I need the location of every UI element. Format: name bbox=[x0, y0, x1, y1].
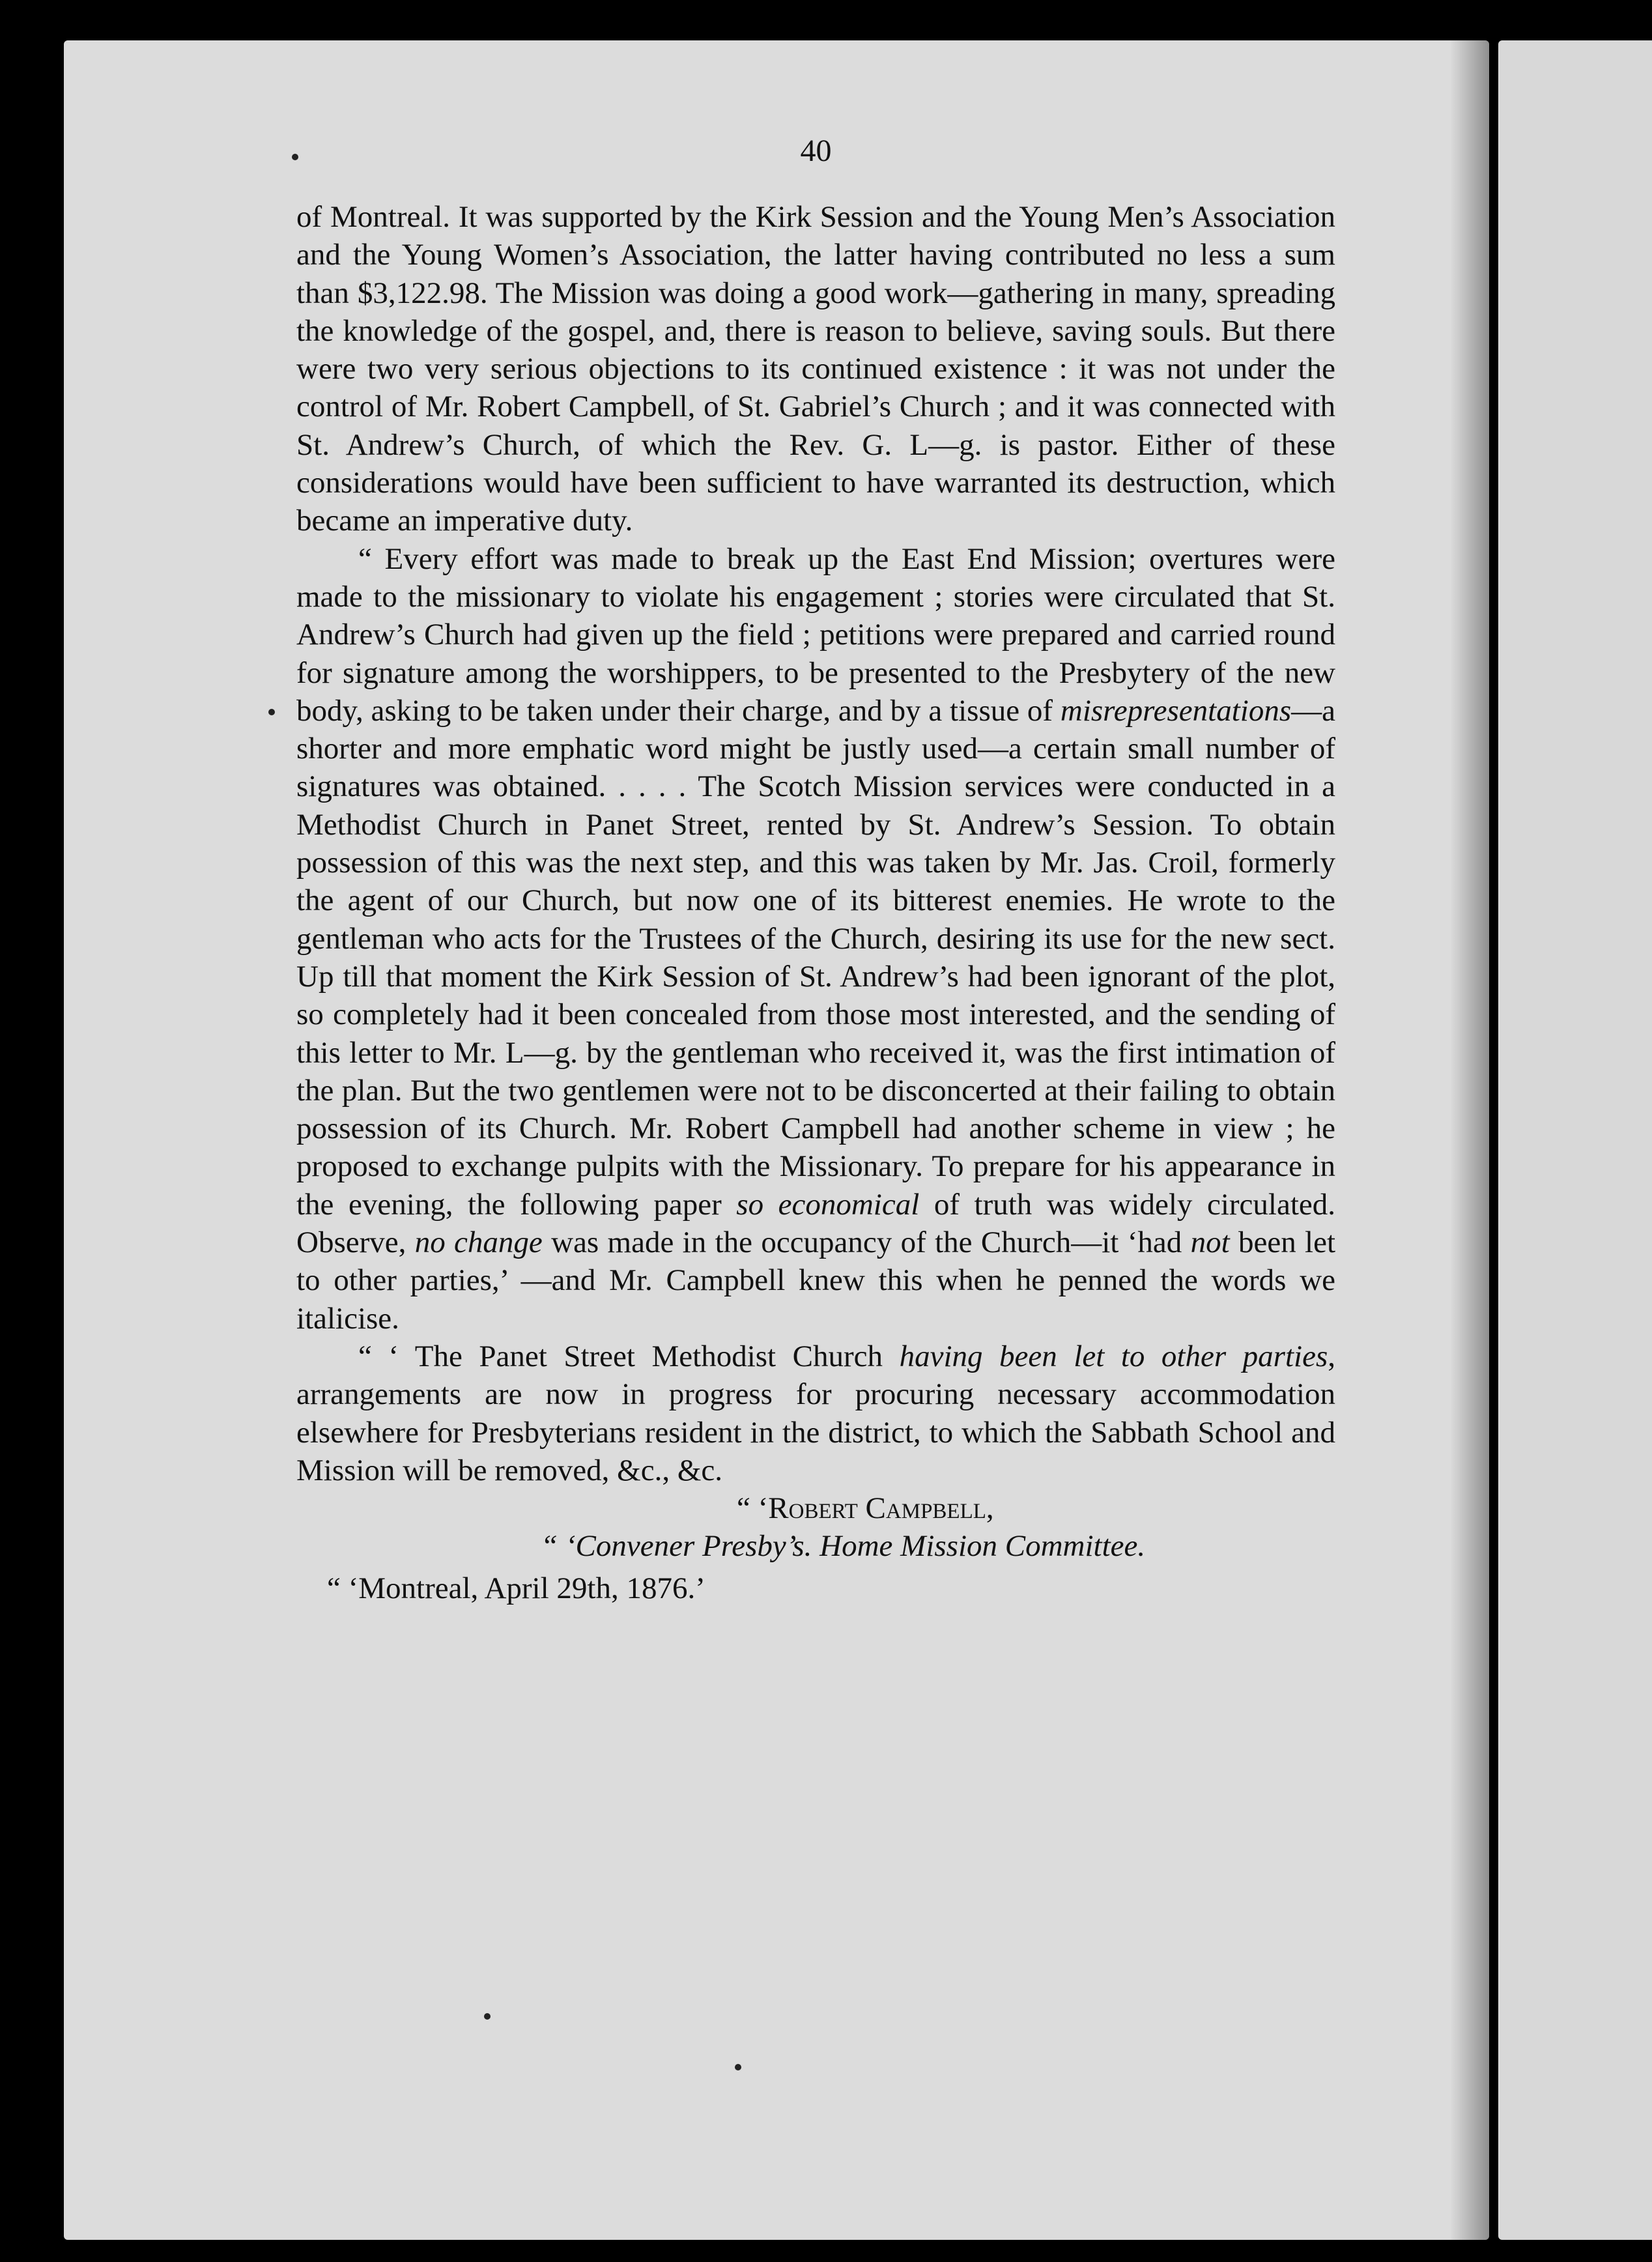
body-text bbox=[296, 198, 1335, 1489]
paragraph bbox=[296, 198, 1335, 540]
text-run: been let to other parties,’ —and Mr. Campbell knew this when he penned the words we italicise. bbox=[296, 1225, 1336, 1336]
text-run: “ Every effort was made to break up the East End Mission; overtures were made to the missionary to violate his engagement ; stories were circulated that St. Andrew’s Church had given up the field ; petitions were prepared and carried round for signature among the worshippers, to be presented to the Presbytery of the new body, asking to be taken under their charge, and by a tissue of bbox=[296, 541, 1335, 728]
signature-title: “ ‘Convener Presby’s. Home Mission Committee. bbox=[541, 1529, 1146, 1564]
page-text bbox=[296, 130, 1335, 1607]
text-run: of truth was widely circulated. Observe, bbox=[296, 1187, 1336, 1260]
page-number: 40 bbox=[800, 134, 832, 168]
adjacent-page bbox=[1498, 40, 1652, 2240]
italic-text: misrepresentations bbox=[1060, 693, 1292, 728]
text-run: , arrangements are now in progress for procuring necessary accommodation elsewhere for Presbyterians resident in the district, to which the Sabbath School and Mission will be removed, &c., &c. bbox=[296, 1339, 1335, 1487]
text-run: of Montreal. It was supported by the Kirk Session and the Young Men’s Association and the Young Women’s Association, the latter having contributed no less a sum than $3,122.98. The Mission was doing a good work—gathering in many, spreading the knowledge of the gospel, and, there is reason to believe, saving souls. But there were two very serious objections to its continued existence : it was not under the control of Mr. Robert Campbell, of St. Gabriel’s Church ; and it was connected with St. Andrew’s Church, of which the Rev. G. L—g. is pastor. Either of these considerations would have been sufficient to have warranted its destruction, which became an imperative duty. bbox=[296, 200, 1335, 538]
italic-text: not bbox=[1190, 1225, 1230, 1260]
signature-name: “ ‘Robert Campbell, bbox=[737, 1491, 994, 1526]
print-speck bbox=[484, 2013, 491, 2020]
paragraph bbox=[296, 1338, 1335, 1489]
print-speck bbox=[735, 2064, 741, 2070]
text-run: —a shorter and more emphatic word might be justly used—a certain small number of signatures was obtained. . . . . The Scotch Mission services were conducted in a Methodist Church in Panet Street, rented by St. Andrew’s Session. To obtain possession of this was the next step, and this was taken by Mr. Jas. Croil, formerly the agent of our Church, but now one of its bitterest enemies. He wrote to the gentleman who acts for the Trustees of the Church, desiring its use for the new sect. Up till that moment the Kirk Session of St. Andrew’s had been ignorant of the plot, so completely had it been concealed from those most interested, and the sending of this letter to Mr. L—g. by the gentleman who received it, was the first intimation of the plan. But the two gentlemen were not to be disconcerted at their failing to obtain possession of its Church. Mr. Robert Campbell had another scheme in view ; he proposed to exchange pulpits with the Missionary. To prepare for his appearance in the evening, the following paper bbox=[296, 693, 1335, 1222]
signature-date: “ ‘Montreal, April 29th, 1876.’ bbox=[327, 1571, 705, 1605]
text-run: “ ‘ The Panet Street Methodist Church bbox=[358, 1339, 900, 1373]
text-run: was made in the occupancy of the Church—it ‘had bbox=[542, 1225, 1191, 1260]
italic-text: no change bbox=[414, 1225, 543, 1260]
paragraph bbox=[296, 540, 1335, 1338]
page-edge-shadow bbox=[1450, 40, 1489, 2240]
print-speck bbox=[292, 154, 298, 160]
print-speck bbox=[268, 709, 275, 715]
italic-text: so economical bbox=[736, 1187, 920, 1222]
italic-text: having been let to other parties bbox=[899, 1339, 1328, 1373]
